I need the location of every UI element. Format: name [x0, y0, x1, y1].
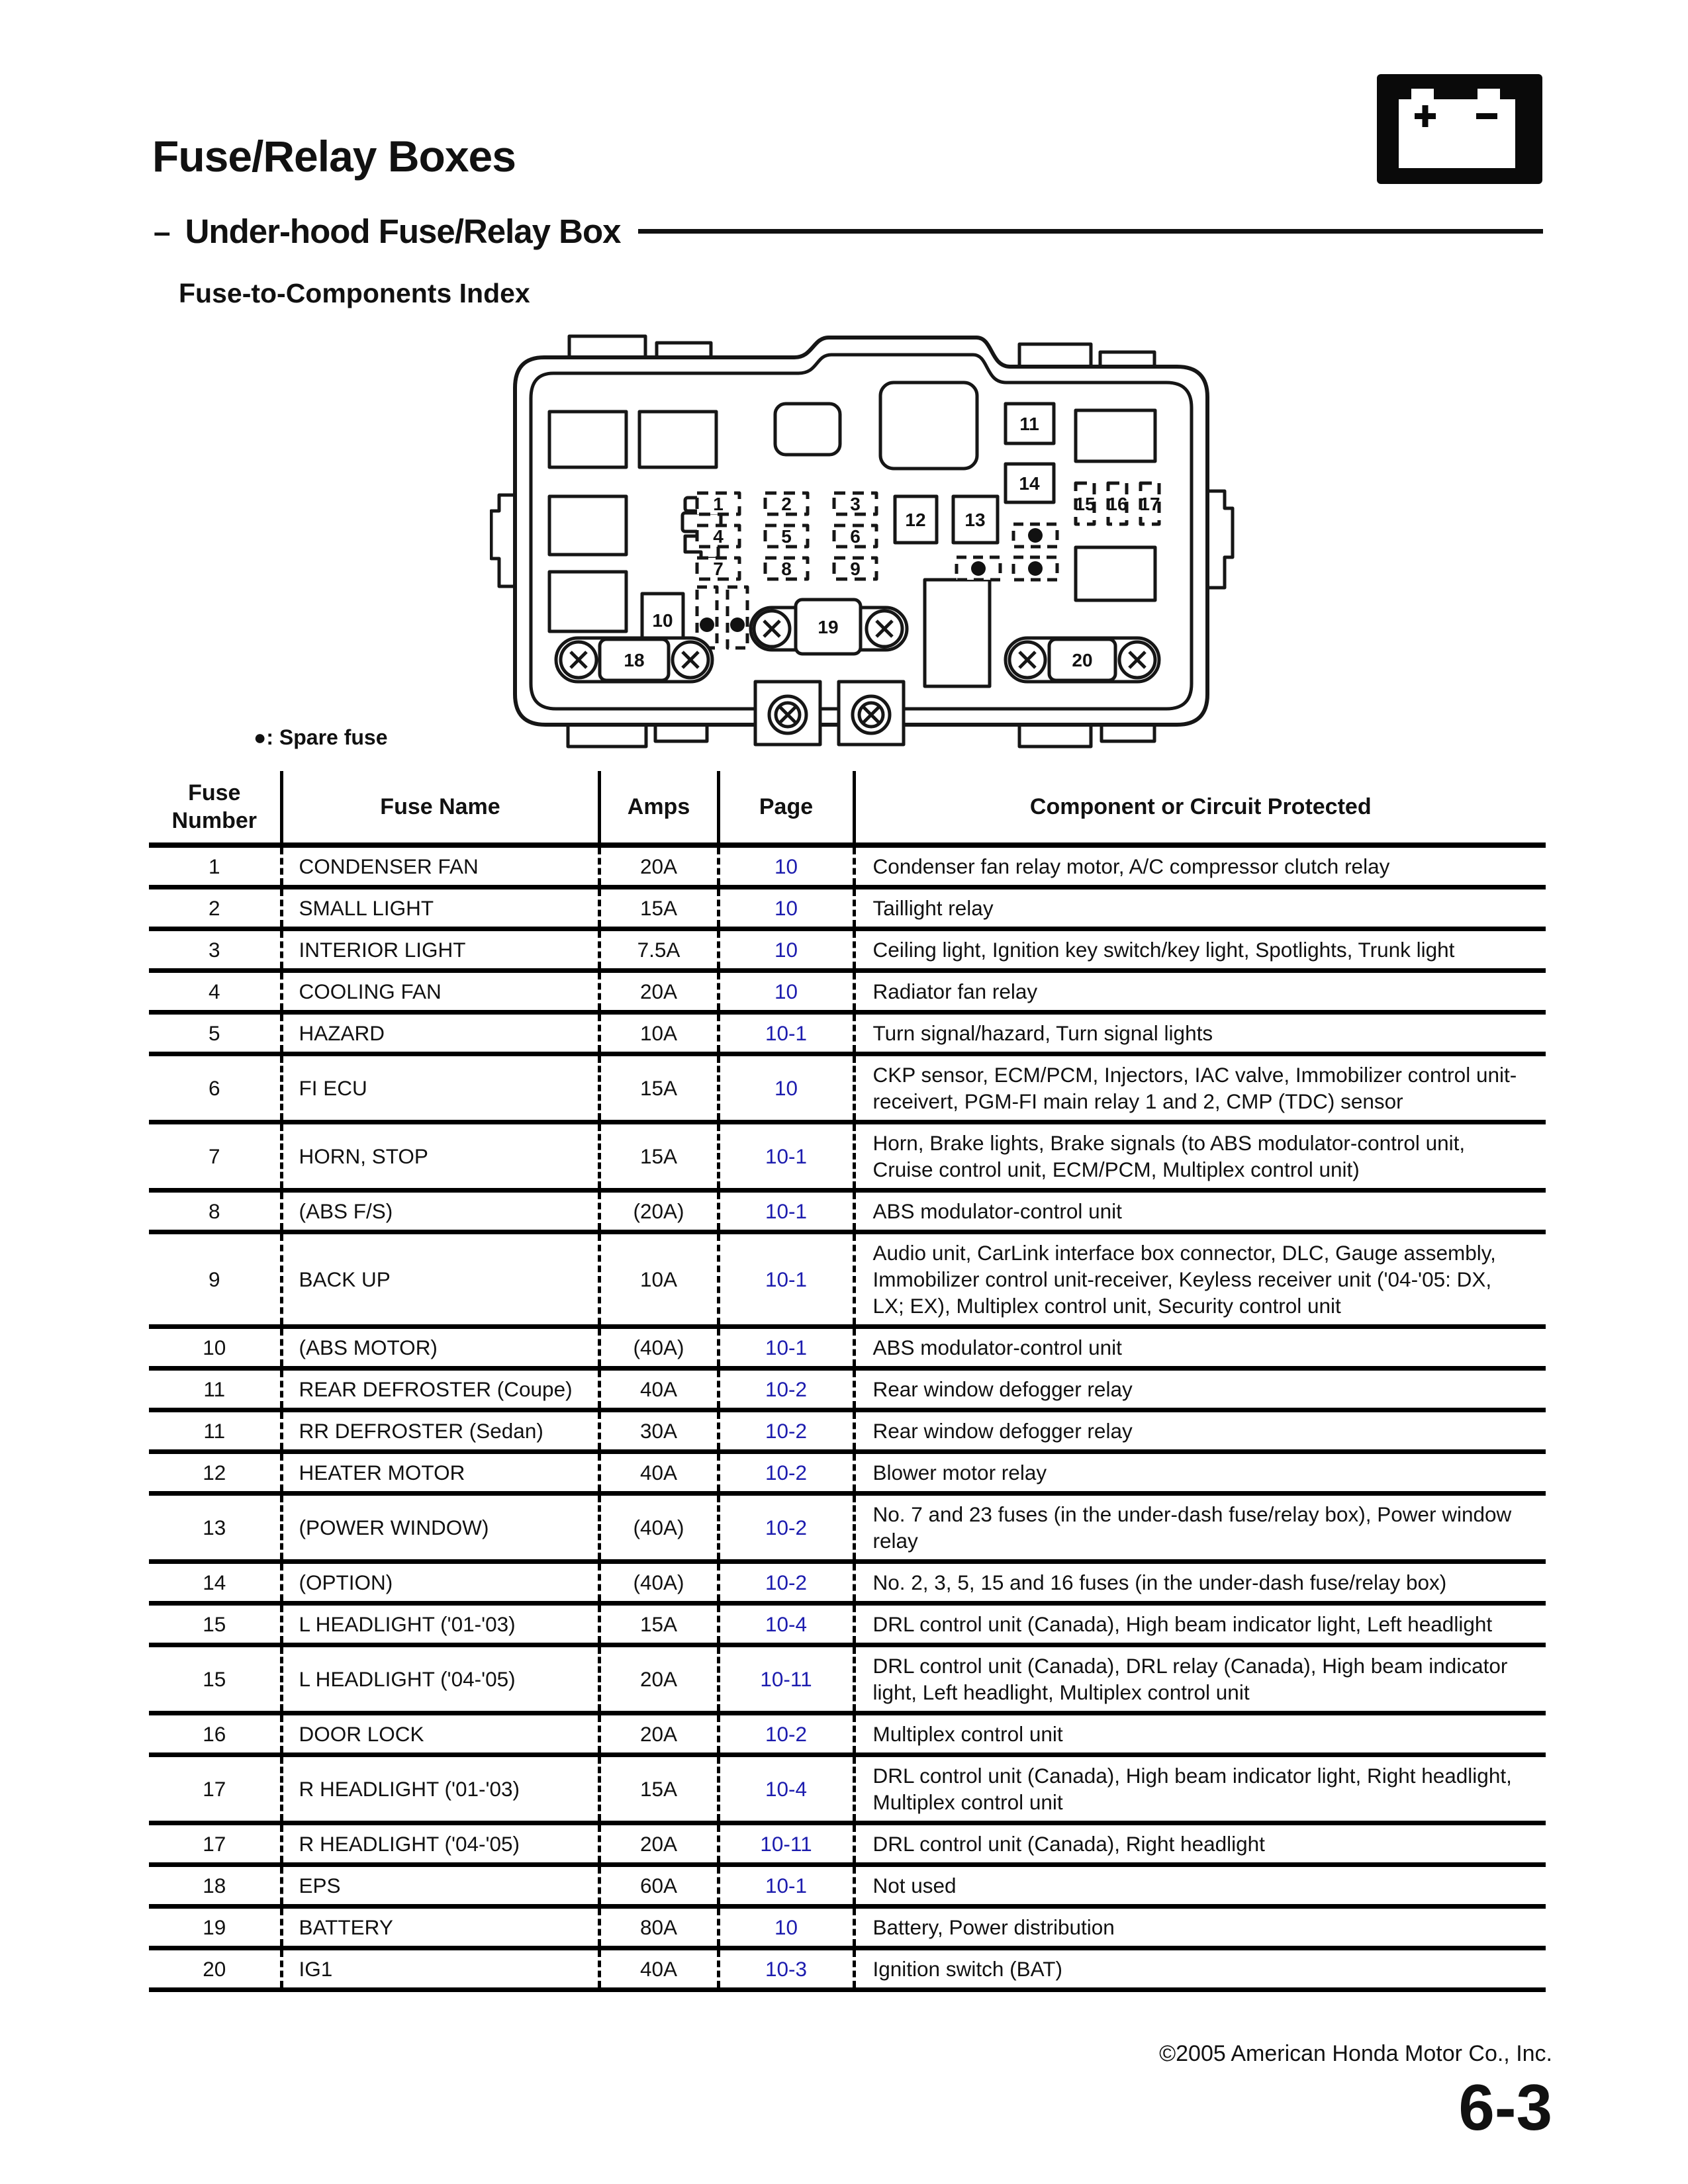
- diagram-label-7: 7: [713, 559, 724, 579]
- page-number: 6-3: [1458, 2071, 1552, 2144]
- fuse-name-cell: HEATER MOTOR: [281, 1452, 599, 1494]
- fuse-name-cell: EPS: [281, 1865, 599, 1907]
- fuse-table-row: [149, 929, 1546, 971]
- page-reference-link[interactable]: 10-2: [718, 1562, 854, 1604]
- fuse-table-row: [149, 1645, 1546, 1713]
- page-reference-link[interactable]: 10: [718, 1907, 854, 1948]
- diagram-label-8: 8: [781, 559, 792, 579]
- subtitle: Under-hood Fuse/Relay Box: [185, 212, 621, 250]
- fuse-table-row: [149, 971, 1546, 1013]
- fuse-number-cell: 17: [149, 1823, 281, 1865]
- column-header-fuse-name: Fuse Name: [281, 771, 599, 845]
- page-reference-link[interactable]: 10: [718, 887, 854, 929]
- page-reference-link[interactable]: 10-3: [718, 1948, 854, 1990]
- minus-terminal-icon: [1476, 113, 1497, 119]
- fuse-name-cell: REAR DEFROSTER (Coupe): [281, 1369, 599, 1410]
- component-cell: CKP sensor, ECM/PCM, Injectors, IAC valve, Immobilizer control unit-receivert, PGM-FI main relay 1 and 2, CMP (TDC) sensor: [854, 1054, 1546, 1122]
- component-cell: Condenser fan relay motor, A/C compressor clutch relay: [854, 845, 1546, 887]
- fuse-name-cell: HORN, STOP: [281, 1122, 599, 1191]
- column-header-amps: Amps: [599, 771, 718, 845]
- fuse-name-cell: L HEADLIGHT ('01-'03): [281, 1604, 599, 1645]
- fuse-number-cell: 8: [149, 1191, 281, 1232]
- diagram-label-16: 16: [1107, 494, 1128, 514]
- battery-icon: [1377, 74, 1542, 184]
- fuse-table-row: [149, 1823, 1546, 1865]
- diagram-label-2: 2: [781, 494, 792, 514]
- fuse-number-cell: 13: [149, 1494, 281, 1562]
- fuse-amps-cell: 40A: [599, 1369, 718, 1410]
- diagram-label-9: 9: [850, 559, 861, 579]
- component-cell: Turn signal/hazard, Turn signal lights: [854, 1013, 1546, 1054]
- page-reference-link[interactable]: 10-1: [718, 1191, 854, 1232]
- fuse-amps-cell: 40A: [599, 1452, 718, 1494]
- page-reference-link[interactable]: 10-1: [718, 1013, 854, 1054]
- fuse-table-row: [149, 1327, 1546, 1369]
- fuse-name-cell: IG1: [281, 1948, 599, 1990]
- fuse-name-cell: SMALL LIGHT: [281, 887, 599, 929]
- fuse-number-cell: 11: [149, 1410, 281, 1452]
- fuse-amps-cell: 20A: [599, 1645, 718, 1713]
- page-reference-link[interactable]: 10-1: [718, 1327, 854, 1369]
- fuse-table-body: [149, 845, 1546, 1990]
- fuse-name-cell: (POWER WINDOW): [281, 1494, 599, 1562]
- page-reference-link[interactable]: 10-11: [718, 1645, 854, 1713]
- fuse-name-cell: RR DEFROSTER (Sedan): [281, 1410, 599, 1452]
- page-reference-link[interactable]: 10: [718, 929, 854, 971]
- fuse-amps-cell: 15A: [599, 1054, 718, 1122]
- fuse-table-row: [149, 1604, 1546, 1645]
- subtitle-dash: –: [154, 214, 171, 249]
- component-cell: DRL control unit (Canada), DRL relay (Canada), High beam indicator light, Left headlight, Multiplex control unit: [854, 1645, 1546, 1713]
- page-reference-link[interactable]: 10-1: [718, 1865, 854, 1907]
- component-cell: No. 7 and 23 fuses (in the under-dash fuse/relay box), Power window relay: [854, 1494, 1546, 1562]
- diagram-label-11: 11: [1019, 414, 1039, 434]
- fuse-name-cell: CONDENSER FAN: [281, 845, 599, 887]
- fuse-amps-cell: 80A: [599, 1907, 718, 1948]
- diagram-label-10: 10: [652, 610, 673, 631]
- fuse-amps-cell: 15A: [599, 1755, 718, 1823]
- component-cell: Multiplex control unit: [854, 1713, 1546, 1755]
- fuse-number-cell: 12: [149, 1452, 281, 1494]
- fuse-amps-cell: (20A): [599, 1191, 718, 1232]
- fuse-name-cell: (OPTION): [281, 1562, 599, 1604]
- fuse-number-cell: 1: [149, 845, 281, 887]
- fuse-amps-cell: 20A: [599, 971, 718, 1013]
- fuse-table-row: [149, 887, 1546, 929]
- component-cell: Horn, Brake lights, Brake signals (to ABS modulator-control unit, Cruise control unit, ECM/PCM, Multiplex control unit): [854, 1122, 1546, 1191]
- fuse-table-row: [149, 1562, 1546, 1604]
- column-header-page: Page: [718, 771, 854, 845]
- subtitle-rule: [638, 229, 1543, 234]
- fuse-table-row: [149, 1013, 1546, 1054]
- component-cell: Taillight relay: [854, 887, 1546, 929]
- fuse-table-row: [149, 1865, 1546, 1907]
- page-reference-link[interactable]: 10: [718, 1054, 854, 1122]
- diagram-label-15: 15: [1074, 494, 1096, 514]
- component-cell: Battery, Power distribution: [854, 1907, 1546, 1948]
- diagram-label-20: 20: [1072, 650, 1093, 670]
- page-reference-link[interactable]: 10-1: [718, 1122, 854, 1191]
- diagram-label-4: 4: [713, 526, 724, 547]
- component-cell: ABS modulator-control unit: [854, 1327, 1546, 1369]
- fuse-name-cell: L HEADLIGHT ('04-'05): [281, 1645, 599, 1713]
- page-reference-link[interactable]: 10: [718, 971, 854, 1013]
- fuse-number-cell: 16: [149, 1713, 281, 1755]
- diagram-label-5: 5: [781, 526, 792, 547]
- fuse-number-cell: 7: [149, 1122, 281, 1191]
- diagram-label-6: 6: [850, 526, 861, 547]
- page-reference-link[interactable]: 10-2: [718, 1410, 854, 1452]
- fuse-name-cell: COOLING FAN: [281, 971, 599, 1013]
- page-reference-link[interactable]: 10-4: [718, 1755, 854, 1823]
- diagram-label-1: 1: [713, 494, 724, 514]
- fuse-amps-cell: 30A: [599, 1410, 718, 1452]
- component-cell: Not used: [854, 1865, 1546, 1907]
- fuse-table-row: [149, 1948, 1546, 1990]
- component-cell: Blower motor relay: [854, 1452, 1546, 1494]
- fuse-name-cell: INTERIOR LIGHT: [281, 929, 599, 971]
- fuse-number-cell: 14: [149, 1562, 281, 1604]
- fuse-table-row: [149, 845, 1546, 887]
- component-cell: ABS modulator-control unit: [854, 1191, 1546, 1232]
- component-cell: Rear window defogger relay: [854, 1369, 1546, 1410]
- fuse-amps-cell: 15A: [599, 1604, 718, 1645]
- page-reference-link[interactable]: 10-1: [718, 1232, 854, 1327]
- component-cell: DRL control unit (Canada), High beam indicator light, Right headlight, Multiplex control unit: [854, 1755, 1546, 1823]
- column-header-component: Component or Circuit Protected: [854, 771, 1546, 845]
- fuse-number-cell: 11: [149, 1369, 281, 1410]
- fuse-to-components-table: [149, 771, 1546, 1992]
- fuse-amps-cell: 40A: [599, 1948, 718, 1990]
- fuse-amps-cell: 20A: [599, 1823, 718, 1865]
- component-cell: DRL control unit (Canada), High beam indicator light, Left headlight: [854, 1604, 1546, 1645]
- section-heading: Fuse-to-Components Index: [179, 278, 530, 308]
- fuse-amps-cell: 20A: [599, 1713, 718, 1755]
- page-title: Fuse/Relay Boxes: [152, 132, 516, 181]
- component-cell: No. 2, 3, 5, 15 and 16 fuses (in the under-dash fuse/relay box): [854, 1562, 1546, 1604]
- diagram-label-12: 12: [905, 510, 926, 530]
- diagram-label-13: 13: [964, 510, 986, 530]
- fuse-number-cell: 20: [149, 1948, 281, 1990]
- fuse-name-cell: (ABS MOTOR): [281, 1327, 599, 1369]
- fuse-table-row: [149, 1755, 1546, 1823]
- fuse-table-row: [149, 1191, 1546, 1232]
- page-reference-link[interactable]: 10-4: [718, 1604, 854, 1645]
- fuse-number-cell: 17: [149, 1755, 281, 1823]
- fuse-amps-cell: 10A: [599, 1013, 718, 1054]
- component-cell: DRL control unit (Canada), Right headlight: [854, 1823, 1546, 1865]
- fuse-number-cell: 5: [149, 1013, 281, 1054]
- subtitle-row: [154, 212, 1546, 251]
- fuse-name-cell: DOOR LOCK: [281, 1713, 599, 1755]
- fuse-table-row: [149, 1452, 1546, 1494]
- fuse-amps-cell: 10A: [599, 1232, 718, 1327]
- fuse-number-cell: 18: [149, 1865, 281, 1907]
- fuse-name-cell: (ABS F/S): [281, 1191, 599, 1232]
- fuse-table-row: [149, 1054, 1546, 1122]
- column-header-fuse-number: Fuse Number: [149, 771, 281, 845]
- fuse-name-cell: R HEADLIGHT ('01-'03): [281, 1755, 599, 1823]
- fuse-amps-cell: 15A: [599, 887, 718, 929]
- page-reference-link[interactable]: 10-2: [718, 1713, 854, 1755]
- fuse-number-cell: 4: [149, 971, 281, 1013]
- component-cell: Ignition switch (BAT): [854, 1948, 1546, 1990]
- fuse-table-row: [149, 1907, 1546, 1948]
- fuse-box-diagram: [490, 326, 1251, 762]
- fuse-amps-cell: (40A): [599, 1562, 718, 1604]
- table-header-row: [149, 771, 1546, 845]
- fuse-table-row: [149, 1713, 1546, 1755]
- fuse-amps-cell: (40A): [599, 1494, 718, 1562]
- fuse-name-cell: BATTERY: [281, 1907, 599, 1948]
- page-reference-link[interactable]: 10-2: [718, 1494, 854, 1562]
- diagram-label-3: 3: [850, 494, 861, 514]
- fuse-amps-cell: 7.5A: [599, 929, 718, 971]
- component-cell: Ceiling light, Ignition key switch/key light, Spotlights, Trunk light: [854, 929, 1546, 971]
- diagram-label-19: 19: [818, 617, 839, 637]
- page-reference-link[interactable]: 10-11: [718, 1823, 854, 1865]
- fuse-amps-cell: (40A): [599, 1327, 718, 1369]
- fuse-number-cell: 15: [149, 1604, 281, 1645]
- fuse-table-row: [149, 1369, 1546, 1410]
- diagram-label-18: 18: [624, 650, 645, 670]
- page-reference-link[interactable]: 10-2: [718, 1452, 854, 1494]
- component-cell: Radiator fan relay: [854, 971, 1546, 1013]
- fuse-number-cell: 2: [149, 887, 281, 929]
- fuse-amps-cell: 20A: [599, 845, 718, 887]
- fuse-number-cell: 6: [149, 1054, 281, 1122]
- fuse-name-cell: HAZARD: [281, 1013, 599, 1054]
- diagram-label-14: 14: [1019, 473, 1040, 494]
- fuse-amps-cell: 15A: [599, 1122, 718, 1191]
- diagram-label-17: 17: [1139, 494, 1160, 514]
- fuse-name-cell: FI ECU: [281, 1054, 599, 1122]
- fuse-number-cell: 15: [149, 1645, 281, 1713]
- fuse-number-cell: 9: [149, 1232, 281, 1327]
- fuse-table-row: [149, 1232, 1546, 1327]
- component-cell: Audio unit, CarLink interface box connector, DLC, Gauge assembly, Immobilizer control unit-receiver, Keyless receiver unit ('04-'05: DX, LX; EX), Multiplex control unit, Security control unit: [854, 1232, 1546, 1327]
- fuse-table-row: [149, 1494, 1546, 1562]
- fuse-number-cell: 19: [149, 1907, 281, 1948]
- page-reference-link[interactable]: 10: [718, 845, 854, 887]
- component-cell: Rear window defogger relay: [854, 1410, 1546, 1452]
- fuse-number-cell: 3: [149, 929, 281, 971]
- fuse-name-cell: R HEADLIGHT ('04-'05): [281, 1823, 599, 1865]
- fuse-name-cell: BACK UP: [281, 1232, 599, 1327]
- copyright-notice: ©2005 American Honda Motor Co., Inc.: [1159, 2041, 1552, 2066]
- fuse-table-row: [149, 1410, 1546, 1452]
- fuse-number-cell: 10: [149, 1327, 281, 1369]
- fuse-table-row: [149, 1122, 1546, 1191]
- fuse-amps-cell: 60A: [599, 1865, 718, 1907]
- spare-fuse-legend: ●: Spare fuse: [254, 725, 388, 749]
- page-reference-link[interactable]: 10-2: [718, 1369, 854, 1410]
